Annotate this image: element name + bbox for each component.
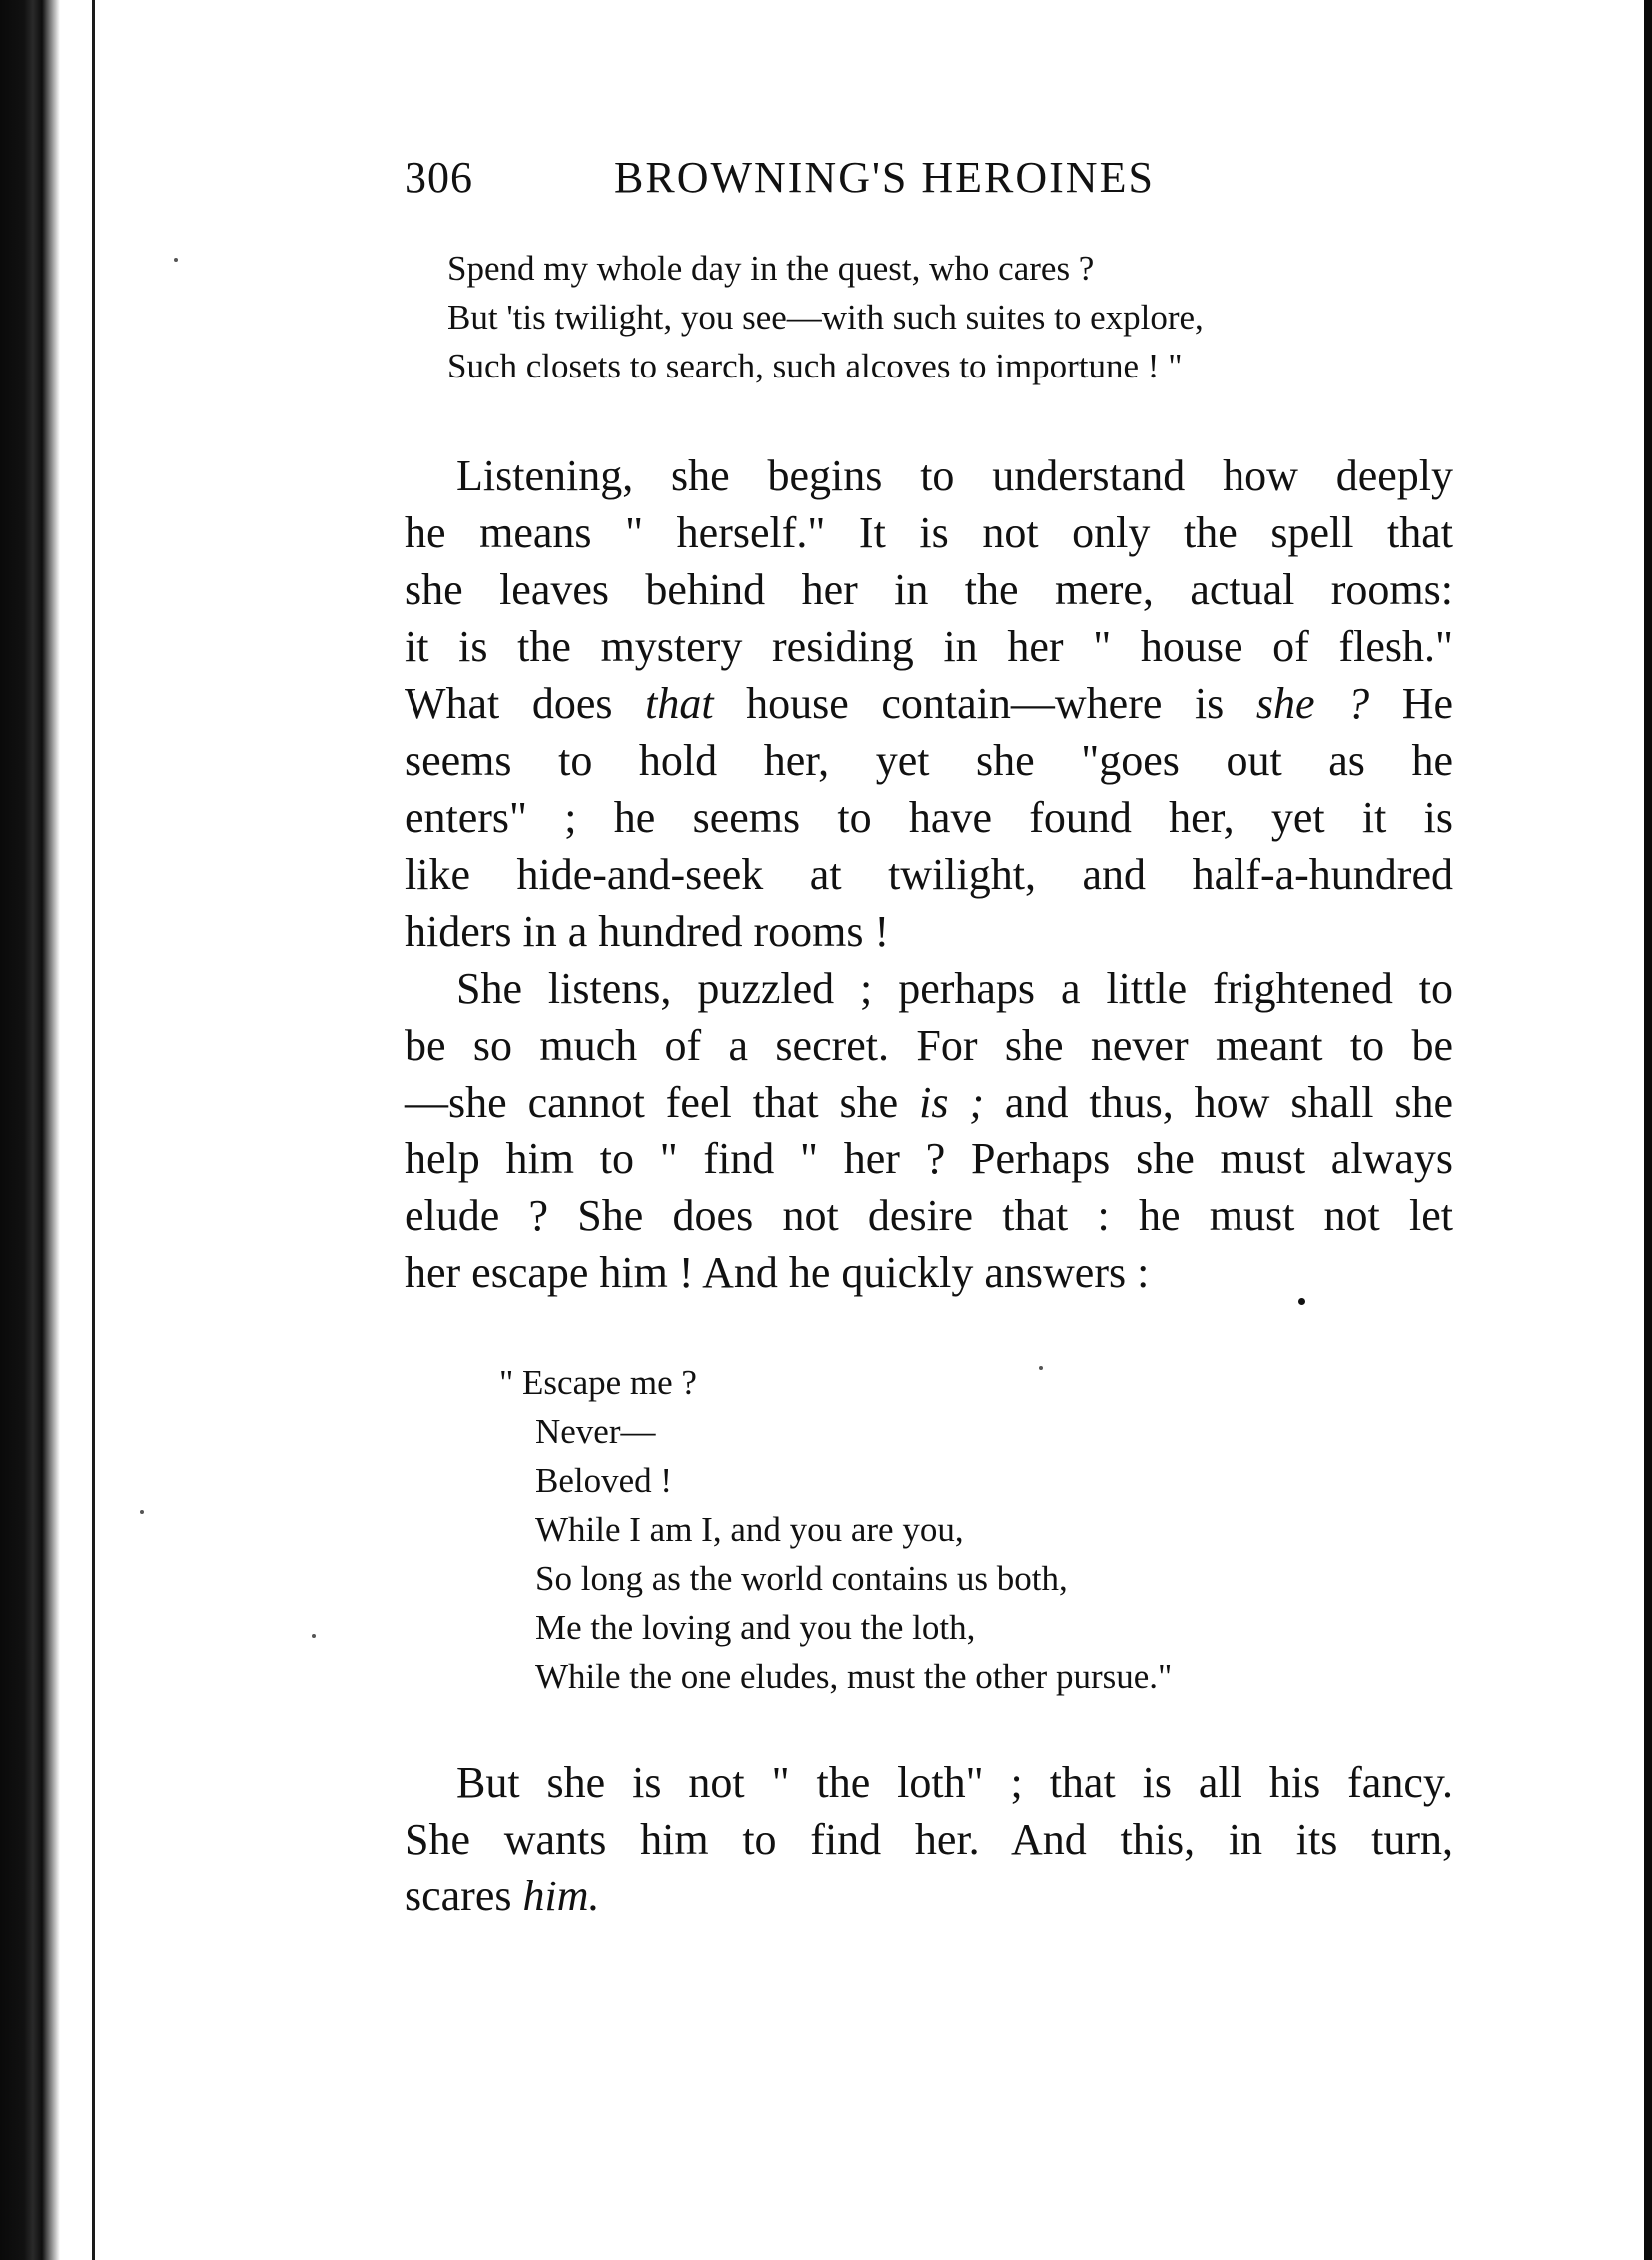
prose-line: elude ? She does not desire that : he must not let <box>405 1191 1453 1240</box>
italic-word: that <box>645 679 714 728</box>
prose-line: hiders in a hundred rooms ! <box>405 907 890 956</box>
prose-line: seems to hold her, yet she "goes out as he <box>405 736 1453 785</box>
verse-quotation-top <box>447 244 1204 390</box>
prose-line: She listens, puzzled ; perhaps a little frightened to <box>456 964 1453 1013</box>
running-title: BROWNING'S HEROINES <box>614 153 1155 202</box>
verse-line: But 'tis twilight, you see—with such suites to explore, <box>447 298 1204 337</box>
binding-gutter <box>0 0 60 2260</box>
scan-speck <box>174 258 178 262</box>
prose-line: like hide-and-seek at twilight, and half-a-hundred <box>405 850 1453 899</box>
page-header <box>405 152 1463 212</box>
prose-line: it is the mystery residing in her " house of flesh." <box>405 622 1453 671</box>
scan-speck <box>140 1510 144 1514</box>
prose-line: enters" ; he seems to have found her, yet it is <box>405 793 1453 842</box>
verse-line: Such closets to search, such alcoves to importune ! " <box>447 347 1183 385</box>
prose-line: she leaves behind her in the mere, actual rooms: <box>405 565 1453 614</box>
italic-word: is ; <box>919 1078 985 1127</box>
page-margin-line <box>92 0 95 2260</box>
page-number: 306 <box>405 153 473 202</box>
prose-line: —she cannot feel that she is ; and thus, how shall she <box>405 1078 1454 1127</box>
verse-quotation-second <box>499 1358 1172 1701</box>
scan-speck <box>312 1634 316 1638</box>
prose-line: he means " herself." It is not only the spell that <box>405 508 1453 557</box>
italic-word: she ? <box>1255 679 1370 728</box>
prose-paragraphs <box>405 447 1453 1301</box>
verse-line: Spend my whole day in the quest, who cares ? <box>447 249 1095 288</box>
verse-line: While the one eludes, must the other pursue." <box>535 1657 1173 1696</box>
prose-line: be so much of a secret. For she never meant to be <box>405 1021 1453 1070</box>
prose-line: her escape him ! And he quickly answers : <box>405 1248 1150 1297</box>
prose-line: But she is not " the loth" ; that is all his fancy. <box>456 1758 1453 1807</box>
prose-line: scares him. <box>405 1872 600 1920</box>
prose-line: What does that house contain—where is she ? He <box>405 679 1454 728</box>
verse-line: So long as the world contains us both, <box>535 1559 1068 1598</box>
scan-speck <box>1298 1298 1305 1305</box>
italic-word: him. <box>522 1872 600 1920</box>
verse-line: " Escape me ? <box>499 1363 697 1402</box>
verse-line: Never— <box>535 1412 656 1451</box>
prose-line: help him to " find " her ? Perhaps she must always <box>405 1134 1453 1183</box>
prose-final-paragraph <box>405 1754 1453 1924</box>
verse-line: While I am I, and you are you, <box>535 1510 964 1549</box>
prose-line: She wants him to find her. And this, in its turn, <box>405 1815 1453 1864</box>
verse-line: Beloved ! <box>535 1461 673 1500</box>
scan-speck <box>1039 1366 1043 1370</box>
page-right-edge <box>1644 0 1652 2260</box>
prose-line: Listening, she begins to understand how deeply <box>456 451 1453 500</box>
verse-line: Me the loving and you the loth, <box>535 1608 976 1647</box>
